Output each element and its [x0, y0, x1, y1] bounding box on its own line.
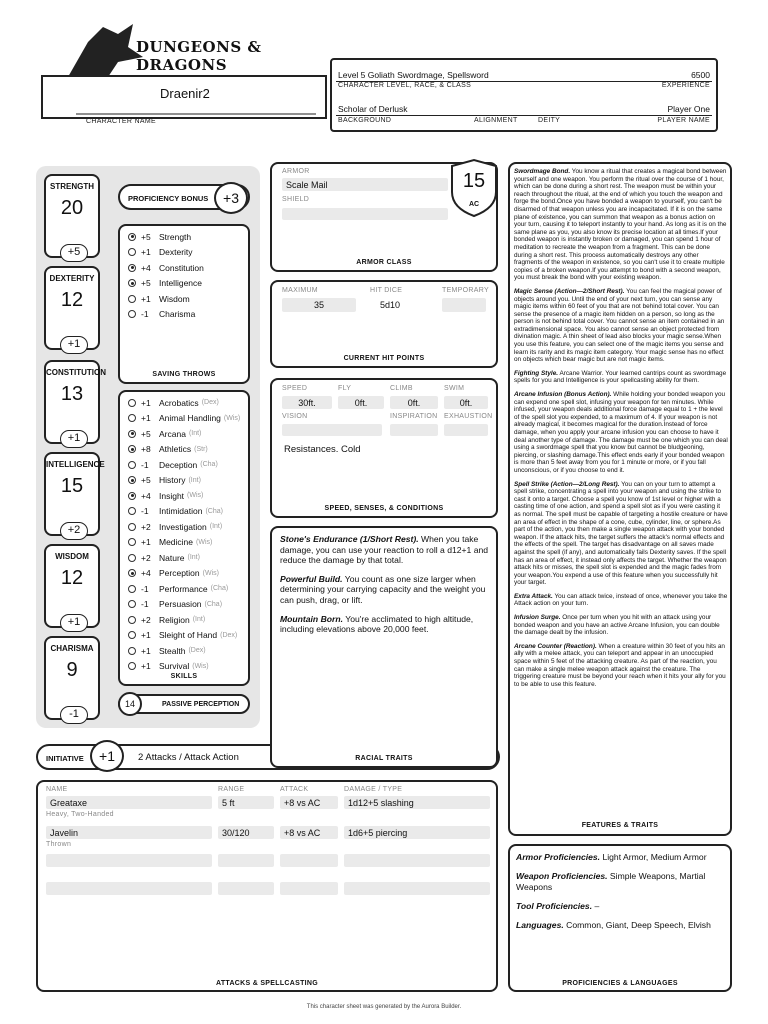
ability-modifier: +1 [60, 614, 88, 632]
skill-row[interactable] [128, 427, 201, 440]
skill-mod: +2 [141, 521, 151, 532]
skill-name: Religion [159, 614, 190, 625]
attack-range-field[interactable]: 5 ft [218, 796, 274, 809]
attack-range-field[interactable]: 30/120 [218, 826, 274, 839]
header-info [330, 58, 718, 132]
feature-text: Once per turn when you hit with an attack using your bonded weapon and you have an active Arcane Infusion, you can double the damage dealt by the infusion. [514, 614, 720, 637]
skill-mod: +1 [141, 537, 151, 547]
feature [514, 643, 728, 689]
racial-trait-text: You count as one size larger when determining your carrying capacity and the weight you can push, drag, or lift. [280, 573, 486, 605]
hit-dice[interactable]: 5d10 [379, 300, 401, 310]
feature-text: You can feel the magical power of objects around you. Until the end of your next turn, you can sense any magic items within 60 feet of you that are not behind total cover. You can sense the presence of a magic item hidden on a person, so long as the person is not behind total cover. You cannot sense an item contained in an extradimensional space. You also cannot sense an object protected from divination magic. A thin sheet of lead also blocks your magic sense.When you use this feature, you can select one of the magic items you sense and learn its rarity and its magic item category. Your magic sense has no effect on objects which bear magic but are not magic items. [514, 287, 725, 364]
skill-mod: +2 [141, 552, 151, 563]
shield-field[interactable] [282, 208, 448, 220]
racial-traits [270, 526, 498, 768]
proficiency-dot-icon[interactable] [128, 507, 136, 515]
proficiencies-languages [508, 844, 732, 992]
skill-ability: (Wis) [202, 569, 219, 577]
ability-score[interactable]: 12 [60, 289, 84, 311]
racial-traits-title: RACIAL TRAITS [355, 755, 413, 762]
attack-name-field[interactable]: Javelin [46, 826, 212, 839]
skill-ability: (Cha) [210, 585, 229, 592]
skill-name: Athletics [159, 444, 192, 454]
proficiency-dot-icon[interactable] [128, 264, 136, 272]
save-mod: +5 [141, 278, 151, 288]
skill-ability: (Cha) [204, 600, 223, 608]
hp-title: CURRENT HIT POINTS [343, 355, 425, 362]
skill-name: History [159, 475, 186, 485]
class-level[interactable]: Level 5 Goliath Swordmage, Spellsword [338, 70, 489, 80]
proficiency-dot-icon[interactable] [128, 523, 136, 531]
feature [514, 593, 728, 608]
speed-label: SPEED [282, 385, 308, 392]
hp-max-label: MAXIMUM [282, 287, 318, 294]
skill-mod: +5 [141, 428, 151, 439]
attack-name-field[interactable] [46, 882, 212, 895]
feature-text: You can on your turn to attempt a spell strike, concentrating a spell into your weapon and using the strike to cast it onto a target. Choose a spell you know of 1st level or higher with a casting time of one action, and spend a spell slot as if you were casting it as normal. The spell must be capable of targeting a hostile creature or have an area of effect in the shape of a cone, cube, cylinder, line, or sphere.As part of the action, you then make a single weapon attack with your bonded weapon. If the attack hits, the target suffers the attack's normal effects and the effects of the spell. The target has disadvantage on all saves made against the spell (if any), and automatically fails Dexterity saves. If the spell has an area of effect, it instead only affects the target. Whether the weapon attack hits or misses, the spell slot is expended and the magic fades from your weapon.You expend a use of this feature when you successfully hit your target. [514, 480, 728, 587]
skill-mod: +1 [141, 413, 151, 423]
ability-wisdom [44, 544, 100, 628]
attack-range-field[interactable] [218, 882, 274, 895]
skill-ability: (Int) [192, 616, 206, 623]
skill-row[interactable] [128, 598, 222, 611]
skill-row[interactable] [128, 660, 209, 673]
character-name-label: CHARACTER NAME [86, 118, 156, 125]
alignment-label: ALIGNMENT [474, 117, 518, 124]
saving-throw-charisma[interactable] [128, 308, 195, 321]
proficiency-dot-icon[interactable] [128, 399, 136, 407]
attack-damage-header: DAMAGE / TYPE [344, 786, 403, 793]
feature-name: Spell Strike (Action—2/Long Rest). [514, 480, 620, 488]
skill-ability: (Wis) [196, 538, 213, 546]
proficiency-dot-icon[interactable] [128, 600, 136, 608]
saving-throw-intelligence[interactable] [128, 277, 202, 290]
proficiency-text: Light Armor, Medium Armor [600, 852, 707, 862]
attack-damage-field[interactable] [344, 854, 490, 867]
player-name-label: PLAYER NAME [657, 117, 710, 124]
skill-ability: (Dex) [220, 631, 238, 639]
proficiency-dot-icon[interactable] [128, 662, 136, 670]
save-name: Wisdom [159, 293, 190, 304]
initiative-label: INITIATIVE [46, 754, 84, 763]
profs-title: PROFICIENCIES & LANGUAGES [562, 980, 678, 987]
feature [514, 370, 728, 385]
ability-score[interactable]: 9 [66, 659, 78, 681]
proficiency-dot-icon[interactable] [128, 445, 136, 453]
proficiency-entry [516, 871, 726, 893]
skill-row[interactable] [128, 520, 222, 533]
proficiency-dot-icon[interactable] [128, 538, 136, 546]
player-name[interactable]: Player One [667, 104, 710, 114]
skill-name: Perception [159, 568, 200, 578]
racial-trait-name: Mountain Born. [280, 613, 344, 624]
proficiency-entry [516, 901, 726, 912]
attacks-title: ATTACKS & SPELLCASTING [215, 980, 318, 987]
skill-row[interactable] [128, 551, 200, 564]
feature-text: Arcane Warrior. Your learned cantrips count as swordmage spells for you and Intelligence is your spellcasting ability for them. [514, 369, 727, 385]
skill-mod: +1 [141, 661, 151, 671]
exhaustion-label: EXHAUSTION [444, 413, 493, 420]
racial-trait-text: You're acclimated to high altitude, including elevations above 20,000 feet. [280, 613, 474, 635]
skill-name: Sleight of Hand [159, 630, 218, 640]
skill-ability: (Int) [187, 554, 200, 561]
feature-text: You can attack twice, instead of once, whenever you take the Attack action on your turn. [514, 592, 728, 608]
skill-name: Arcana [159, 428, 186, 439]
climb-label: CLIMB [390, 385, 413, 392]
skill-mod: -1 [141, 599, 149, 609]
proficiency-dot-icon[interactable] [128, 461, 136, 469]
initiative-value: +1 [90, 740, 124, 772]
ability-constitution [44, 360, 106, 444]
ac-label: AC [468, 201, 480, 208]
ability-score[interactable]: 13 [60, 383, 84, 405]
ability-score[interactable]: 12 [60, 567, 84, 589]
feature-text: When a creature within 30 feet of you hits an ally with a melee attack, you can teleport and appear in an unoccupied space within 5 feet of the attacking creature. As part of the reaction, you can make a single melee weapon attack against the creature. The triggering creature must be beyond your reach when it hits your ally for you to be able to use this feature. [514, 642, 726, 688]
attack-properties: Thrown [46, 841, 72, 848]
attacks-spellcasting [36, 780, 498, 992]
skill-ability: (Int) [188, 430, 202, 437]
armor-field[interactable]: Scale Mail [282, 178, 448, 191]
racial-trait [280, 574, 490, 606]
character-name[interactable]: Draenir2 [160, 86, 210, 101]
inspiration-field[interactable] [390, 424, 438, 436]
skill-row[interactable] [128, 489, 203, 502]
proficiency-dot-icon[interactable] [128, 616, 136, 624]
hp-temp-label: TEMPORARY [442, 287, 489, 294]
fly-value[interactable]: 0ft. [338, 396, 384, 409]
attack-name-field[interactable] [46, 854, 212, 867]
skill-row[interactable] [128, 629, 237, 642]
logo-text: DUNGEONS & DRAGONS [136, 38, 262, 74]
skill-row[interactable] [128, 644, 206, 657]
skill-mod: -1 [141, 506, 149, 516]
skill-name: Stealth [159, 645, 186, 656]
ability-strength [44, 174, 100, 258]
proficiency-dot-icon[interactable] [128, 492, 136, 500]
ability-dexterity [44, 266, 100, 350]
skill-ability: (Int) [188, 476, 201, 484]
feature-name: Magic Sense (Action—2/Short Rest). [514, 287, 625, 295]
ability-modifier: +5 [60, 244, 88, 262]
vision-field[interactable] [282, 424, 382, 436]
skill-mod: +4 [141, 490, 151, 501]
ability-name: DEXTERITY [49, 274, 95, 283]
save-name: Dexterity [159, 247, 193, 257]
racial-trait-text: When you take damage, you can use your reaction to roll a d12+1 and reduce the damage by that total. [280, 534, 489, 566]
proficiency-dot-icon[interactable] [128, 631, 136, 639]
passive-perception-label: PASSIVE PERCEPTION [162, 701, 240, 708]
skill-row[interactable] [128, 613, 205, 626]
proficiency-text: Simple Weapons, Martial Weapons [516, 871, 706, 892]
proficiency-dot-icon[interactable] [128, 569, 136, 577]
speed-title: SPEED, SENSES, & CONDITIONS [324, 505, 444, 512]
attack-attack-field[interactable] [280, 882, 338, 895]
skill-name: Nature [159, 552, 185, 563]
attack-bonus-header: ATTACK [280, 786, 309, 793]
hp-temp[interactable] [442, 298, 486, 312]
racial-trait-name: Stone's Endurance (1/Short Rest). [280, 534, 419, 544]
feature [514, 391, 728, 475]
proficiency-text: – [592, 901, 600, 911]
skill-ability: (Dex) [201, 399, 219, 406]
attack-range-field[interactable] [218, 854, 274, 867]
ability-score[interactable]: 15 [60, 475, 84, 497]
background-label: BACKGROUND [338, 117, 392, 124]
skill-row[interactable] [128, 412, 240, 425]
feature-name: Infusion Surge. [514, 614, 561, 622]
hp-max[interactable]: 35 [282, 298, 356, 312]
proficiency-dot-icon[interactable] [128, 647, 136, 655]
skill-row[interactable] [128, 396, 219, 409]
proficiency-dot-icon[interactable] [128, 233, 136, 241]
climb-value[interactable]: 0ft. [390, 396, 438, 409]
skill-row[interactable] [128, 582, 228, 595]
feature-name: Arcane Counter (Reaction). [514, 642, 597, 650]
proficiency-name: Languages. [516, 920, 564, 930]
skill-row[interactable] [128, 443, 208, 456]
attack-attack-field[interactable]: +8 vs AC [280, 826, 338, 839]
proficiency-dot-icon[interactable] [128, 585, 136, 593]
skill-name: Performance [159, 583, 208, 594]
deity-label: DEITY [538, 117, 561, 124]
proficiency-name: Tool Proficiencies. [516, 901, 593, 911]
proficiency-dot-icon[interactable] [128, 279, 136, 287]
ability-charisma [44, 636, 100, 720]
saving-throws-title: SAVING THROWS [152, 371, 216, 378]
ability-modifier: +2 [60, 522, 88, 540]
racial-trait [280, 614, 490, 635]
skill-name: Persuasion [159, 599, 202, 609]
skill-name: Animal Handling [159, 413, 221, 423]
hit-points [270, 280, 498, 368]
skill-mod: +5 [141, 475, 151, 485]
speed-senses [270, 378, 498, 518]
class-level-label: CHARACTER LEVEL, RACE, & CLASS [338, 82, 472, 89]
feature [514, 614, 728, 637]
skill-mod: +1 [141, 630, 151, 640]
background[interactable]: Scholar of Derlusk [338, 104, 408, 114]
experience-label: EXPERIENCE [661, 82, 710, 89]
feature-name: Extra Attack. [514, 592, 553, 600]
skill-ability: (Cha) [205, 507, 223, 515]
feature [514, 168, 728, 282]
ability-modifier: +1 [60, 336, 88, 354]
skill-name: Medicine [159, 537, 194, 547]
save-name: Constitution [159, 262, 204, 273]
skill-name: Insight [159, 490, 185, 501]
skill-ability: (Int) [209, 523, 223, 530]
exhaustion-field[interactable] [444, 424, 488, 436]
skill-ability: (Cha) [200, 461, 218, 468]
save-name: Strength [159, 231, 192, 242]
feature-name: Arcane Infusion (Bonus Action). [514, 391, 612, 399]
proficiency-entry [516, 920, 726, 931]
skill-row[interactable] [128, 505, 223, 518]
save-name: Intelligence [159, 278, 203, 288]
attacks-per-action: 2 Attacks / Attack Action [138, 752, 239, 763]
skill-mod: -1 [141, 583, 149, 594]
skill-ability: (Wis) [187, 492, 204, 499]
skill-mod: +2 [141, 614, 151, 625]
attack-attack-field[interactable]: +8 vs AC [280, 796, 338, 809]
ability-intelligence [44, 452, 105, 536]
shield-label: SHIELD [282, 196, 310, 203]
skill-mod: -1 [141, 459, 149, 470]
ability-name: STRENGTH [50, 182, 94, 191]
proficiency-name: Armor Proficiencies. [516, 852, 601, 862]
ability-name: CHARISMA [50, 644, 94, 653]
skill-ability: (Wis) [192, 662, 209, 670]
proficiency-value: +3 [214, 182, 248, 214]
proficiency-dot-icon[interactable] [128, 430, 136, 438]
ability-modifier: +1 [60, 430, 88, 448]
attack-range-header: RANGE [218, 786, 245, 793]
skills-title: SKILLS [170, 673, 198, 680]
save-mod: -1 [141, 309, 149, 319]
attack-damage-field[interactable]: 1d6+5 piercing [344, 826, 490, 839]
ability-name: INTELLIGENCE [46, 460, 105, 469]
save-mod: +4 [141, 262, 151, 273]
ac-value: 15 [462, 170, 486, 192]
swim-value[interactable]: 0ft. [444, 396, 488, 409]
saving-throw-strength[interactable] [128, 230, 191, 243]
skill-ability: (Dex) [188, 647, 206, 654]
skill-row[interactable] [128, 536, 212, 549]
attack-damage-field[interactable] [344, 882, 490, 895]
skill-name: Investigation [159, 521, 207, 532]
skill-mod: +4 [141, 568, 151, 578]
saving-throw-dexterity[interactable] [128, 246, 193, 259]
feature [514, 288, 728, 364]
hit-dice-label: HIT DICE [370, 287, 403, 294]
skill-row[interactable] [128, 458, 218, 471]
save-mod: +1 [141, 293, 151, 304]
skill-mod: +8 [141, 444, 151, 454]
armor-label: ARMOR [282, 168, 310, 175]
attack-attack-field[interactable] [280, 854, 338, 867]
armor-class-title: ARMOR CLASS [356, 259, 412, 266]
ability-score[interactable]: 20 [60, 197, 84, 219]
proficiency-dot-icon[interactable] [128, 554, 136, 562]
fly-label: FLY [338, 385, 352, 392]
racial-trait [280, 534, 490, 566]
proficiency-dot-icon[interactable] [128, 248, 136, 256]
proficiency-entry [516, 852, 726, 863]
attack-name-field[interactable]: Greataxe [46, 796, 212, 809]
skill-name: Intimidation [159, 506, 203, 516]
experience[interactable]: 6500 [691, 70, 710, 80]
skill-name: Survival [159, 661, 190, 671]
vision-label: VISION [282, 413, 308, 420]
saving-throw-wisdom[interactable] [128, 292, 190, 305]
proficiency-text: Common, Giant, Deep Speech, Elvish [563, 920, 711, 930]
skill-name: Deception [159, 459, 198, 470]
skill-mod: +1 [141, 397, 151, 408]
feature [514, 481, 728, 587]
ability-name: CONSTITUTION [46, 368, 106, 377]
feature-text: You know a ritual that creates a magical bond between yourself and one weapon. You perform the ritual over the course of 1 hour, which can be done during a short rest. The weapon must be within your reach throughout the ritual, at the end of which you touch the weapon and forge the bond.Once you have bonded a weapon to yourself, you can't be disarmed of that weapon unless you are incapacitated. If it is on the same plane of existence, you can summon that weapon as a bonus action on your turn, causing it to teleport instantly to your hand. As long as it is on the same plane as you, you also know its precise location at all times.If your bonded weapon is instantly broken or damaged, you can spend 1 hour of meditation to recreate the weapon from a fragment. This can be done during a short rest. This process automatically destroys any other fragments of the weapon in existence, so you can't use it to create multiple copies of a broken weapon.If you attempt to bond with a second weapon, you must break the bond with your existing weapon. [514, 168, 727, 282]
proficiency-label: PROFICIENCY BONUS [128, 194, 209, 203]
proficiency-dot-icon[interactable] [128, 310, 136, 318]
speed-value[interactable]: 30ft. [282, 396, 332, 409]
features-title: FEATURES & TRAITS [581, 822, 659, 829]
inspiration-label: INSPIRATION [390, 413, 438, 420]
proficiency-name: Weapon Proficiencies. [516, 871, 608, 881]
swim-label: SWIM [444, 385, 465, 392]
attack-properties: Heavy, Two-Handed [46, 811, 114, 818]
save-mod: +1 [141, 247, 151, 257]
skill-mod: +1 [141, 645, 151, 656]
proficiency-dot-icon[interactable] [128, 476, 136, 484]
skill-ability: (Wis) [223, 414, 241, 422]
racial-trait-name: Powerful Build. [280, 573, 343, 584]
proficiency-dot-icon[interactable] [128, 295, 136, 303]
skill-ability: (Str) [194, 445, 208, 453]
skill-row[interactable] [128, 474, 201, 487]
feature-name: Swordmage Bond. [514, 168, 571, 175]
save-name: Charisma [159, 309, 196, 319]
proficiency-dot-icon[interactable] [128, 414, 136, 422]
footer-note: This character sheet was generated by the Aurora Builder. [306, 1004, 462, 1010]
save-mod: +5 [141, 231, 151, 242]
resistances: Resistances. Cold [284, 444, 361, 455]
feature-text: While holding your bonded weapon you can expend one spell slot, infusing your weapon for ten minutes. While infused, your weapon deals additional force damage equal to 1 + the level of the spell slot you expended, to a maximum of 4. If your weapon is not already magical, it becomes magical for the duration.Instead of force damage, when you apply your arcane infusion you can choose to have it deal another type of damage. The damage must be one which you can deal using a swordmage spell that you know but cannot be bludgeoning, piercing, or slashing damage.This effect ends early if your bonded weapon is more than 5 feet away from you for 1 minute or more, or if you fall unconscious, or if you choose to end it. [514, 391, 728, 474]
attack-damage-field[interactable]: 1d12+5 slashing [344, 796, 490, 809]
ability-name: WISDOM [55, 552, 89, 561]
feature-name: Fighting Style. [514, 369, 559, 377]
attack-name-header: NAME [46, 786, 68, 793]
skill-row[interactable] [128, 567, 219, 580]
saving-throw-constitution[interactable] [128, 261, 204, 274]
ability-modifier: -1 [60, 706, 88, 724]
passive-perception-value: 14 [118, 692, 142, 716]
skill-name: Acrobatics [159, 397, 199, 408]
